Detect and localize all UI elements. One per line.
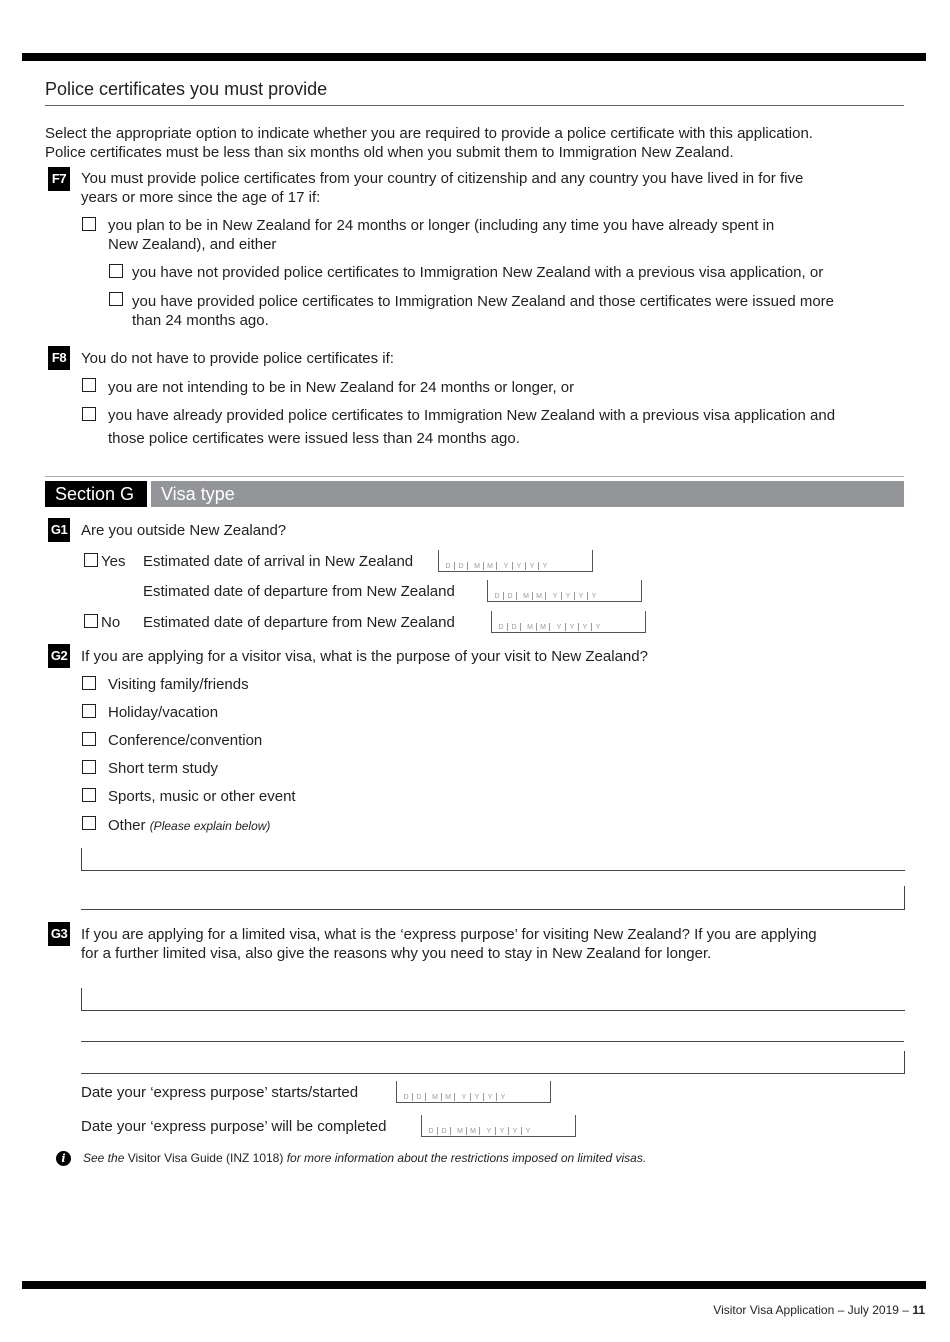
f8-option-2-checkbox[interactable] xyxy=(82,407,96,421)
g1-arrival-date-input[interactable] xyxy=(438,550,593,572)
date-digit: Y xyxy=(526,562,539,570)
date-digit: D xyxy=(504,592,517,600)
date-digit: D xyxy=(495,623,508,631)
g3-answer-input-line-2[interactable] xyxy=(81,1041,904,1042)
g1-no-departure-label: Estimated date of departure from New Zealand xyxy=(143,614,455,631)
f7-option-1-checkbox[interactable] xyxy=(82,217,96,231)
date-digit: Y xyxy=(542,563,548,570)
f7-option-1-line-2: New Zealand), and either xyxy=(108,236,277,253)
info-pre: See the xyxy=(83,1151,125,1165)
question-tag-g3: G3 xyxy=(48,922,70,946)
g2-option-checkbox[interactable] xyxy=(82,732,96,746)
date-digit: Y xyxy=(496,1127,509,1135)
date-digit: M xyxy=(471,562,484,570)
date-digit: Y xyxy=(458,1093,471,1101)
date-digit: D xyxy=(455,562,468,570)
date-digit: D xyxy=(438,1127,451,1135)
g1-yes-departure-date-input[interactable] xyxy=(487,580,642,602)
date-digit: M xyxy=(537,623,550,631)
date-digit: Y xyxy=(500,1094,506,1101)
f7-sub-option-1-text: you have not provided police certificates to Immigration New Zealand with a previous visa application, or xyxy=(132,264,824,281)
question-tag-g2: G2 xyxy=(48,644,70,668)
date-digit: D xyxy=(413,1093,426,1101)
g2-other-label xyxy=(108,816,270,836)
g3-end-label: Date your ‘express purpose’ will be completed xyxy=(81,1118,387,1135)
g1-yes-checkbox[interactable] xyxy=(84,553,98,567)
g3-start-label: Date your ‘express purpose’ starts/started xyxy=(81,1084,359,1101)
police-heading: Police certificates you must provide xyxy=(45,79,328,99)
date-digit: Y xyxy=(484,1093,497,1101)
date-digit: Y xyxy=(525,1128,531,1135)
info-icon: i xyxy=(56,1151,71,1166)
g3-end-date-input[interactable] xyxy=(421,1115,576,1137)
date-digit: Y xyxy=(579,623,592,631)
f7-sub-option-2-line-2: than 24 months ago. xyxy=(132,312,269,329)
g2-other-hint: (Please explain below) xyxy=(149,819,271,833)
f7-sub-option-1-checkbox[interactable] xyxy=(109,264,123,278)
g1-no-departure-date-input[interactable] xyxy=(491,611,646,633)
date-digit: Y xyxy=(471,1093,484,1101)
section-divider xyxy=(45,476,904,477)
date-digit: Y xyxy=(513,562,526,570)
section-label: Section G xyxy=(45,481,147,507)
g2-option-checkbox[interactable] xyxy=(82,704,96,718)
g1-no-label: No xyxy=(101,614,121,631)
date-digit: D xyxy=(491,592,504,600)
f7-sub-option-2-checkbox[interactable] xyxy=(109,292,123,306)
g2-other-text: Other xyxy=(108,817,146,834)
g2-explain-bottom-rule xyxy=(81,909,904,910)
question-tag-f8: F8 xyxy=(48,346,70,370)
g1-yes-label: Yes xyxy=(101,553,126,570)
f7-sub-option-2-line-1: you have provided police certificates to Immigration New Zealand and those certificates were issued more xyxy=(132,293,835,310)
date-digit: Y xyxy=(549,592,562,600)
g2-option-checkbox[interactable] xyxy=(82,788,96,802)
intro-line-2: Police certificates must be less than six months old when you submit them to Immigration New Zealand. xyxy=(45,144,734,161)
g1-yes-departure-label: Estimated date of departure from New Zealand xyxy=(143,583,455,600)
date-digit: Y xyxy=(483,1127,496,1135)
info-guide-link[interactable]: Visitor Visa Guide (INZ 1018) xyxy=(127,1151,284,1165)
heading-divider xyxy=(45,105,904,106)
date-digit: Y xyxy=(595,624,601,631)
g2-option-label: Short term study xyxy=(108,760,219,777)
date-digit: M xyxy=(484,562,497,570)
footer xyxy=(713,1302,925,1318)
date-digit: Y xyxy=(553,623,566,631)
g2-option-label: Visiting family/friends xyxy=(108,676,249,693)
date-digit: D xyxy=(400,1093,413,1101)
f7-text-line-2: years or more since the age of 17 if: xyxy=(81,189,321,206)
g2-option-checkbox[interactable] xyxy=(82,760,96,774)
date-digit: Y xyxy=(500,562,513,570)
date-digit: Y xyxy=(566,623,579,631)
date-digit: D xyxy=(442,562,455,570)
question-tag-f7: F7 xyxy=(48,167,70,191)
date-digit: M xyxy=(520,592,533,600)
date-digit: M xyxy=(429,1093,442,1101)
top-rule xyxy=(22,53,926,61)
date-digit: D xyxy=(508,623,521,631)
bottom-rule xyxy=(22,1281,926,1289)
section-title: Visa type xyxy=(151,481,904,507)
date-digit: M xyxy=(524,623,537,631)
date-digit: M xyxy=(454,1127,467,1135)
f8-text: You do not have to provide police certificates if: xyxy=(81,350,394,367)
f7-text-line-1: You must provide police certificates from your country of citizenship and any country you have lived in for five xyxy=(81,170,804,187)
footer-title: Visitor Visa Application – July 2019 – xyxy=(713,1303,909,1317)
g1-no-checkbox[interactable] xyxy=(84,614,98,628)
g2-explain-input-line-2[interactable] xyxy=(81,886,905,910)
f8-option-2-line-2: those police certificates were issued less than 24 months ago. xyxy=(108,430,520,447)
f8-option-1-checkbox[interactable] xyxy=(82,378,96,392)
date-digit: M xyxy=(442,1093,455,1101)
g2-option-checkbox[interactable] xyxy=(82,816,96,830)
f8-option-2-line-1: you have already provided police certificates to Immigration New Zealand with a previous visa application and xyxy=(108,407,836,424)
g1-question: Are you outside New Zealand? xyxy=(81,522,287,539)
date-digit: M xyxy=(467,1127,480,1135)
g2-option-label: Sports, music or other event xyxy=(108,788,296,805)
date-digit: M xyxy=(533,592,546,600)
date-digit: D xyxy=(425,1127,438,1135)
date-digit: Y xyxy=(562,592,575,600)
question-tag-g1: G1 xyxy=(48,518,70,542)
g3-answer-input-line-1[interactable] xyxy=(81,988,905,1011)
info-post: for more information about the restrictions imposed on limited visas. xyxy=(286,1151,647,1165)
g2-option-label: Holiday/vacation xyxy=(108,704,219,721)
g3-start-date-input[interactable] xyxy=(396,1081,551,1103)
g3-question-line-2: for a further limited visa, also give the reasons why you need to stay in New Zealand for longer. xyxy=(81,945,712,962)
g2-option-checkbox[interactable] xyxy=(82,676,96,690)
date-digit: Y xyxy=(509,1127,522,1135)
g1-arrival-label: Estimated date of arrival in New Zealand xyxy=(143,553,414,570)
date-digit: Y xyxy=(591,593,597,600)
page-number: 11 xyxy=(912,1303,925,1317)
g2-option-label: Conference/convention xyxy=(108,732,263,749)
g3-question-line-1: If you are applying for a limited visa, what is the ‘express purpose’ for visiting New Zealand? If you are applying xyxy=(81,926,817,943)
g2-explain-input-line-1[interactable] xyxy=(81,848,905,871)
date-digit: Y xyxy=(575,592,588,600)
g2-question: If you are applying for a visitor visa, what is the purpose of your visit to New Zealand? xyxy=(81,648,648,665)
f7-option-1-line-1: you plan to be in New Zealand for 24 months or longer (including any time you have already spent in xyxy=(108,217,775,234)
info-note xyxy=(83,1150,646,1166)
f8-option-1-text: you are not intending to be in New Zealand for 24 months or longer, or xyxy=(108,379,575,396)
g3-answer-input-line-3[interactable] xyxy=(81,1051,905,1074)
intro-line-1: Select the appropriate option to indicate whether you are required to provide a police certificate with this application. xyxy=(45,125,813,142)
